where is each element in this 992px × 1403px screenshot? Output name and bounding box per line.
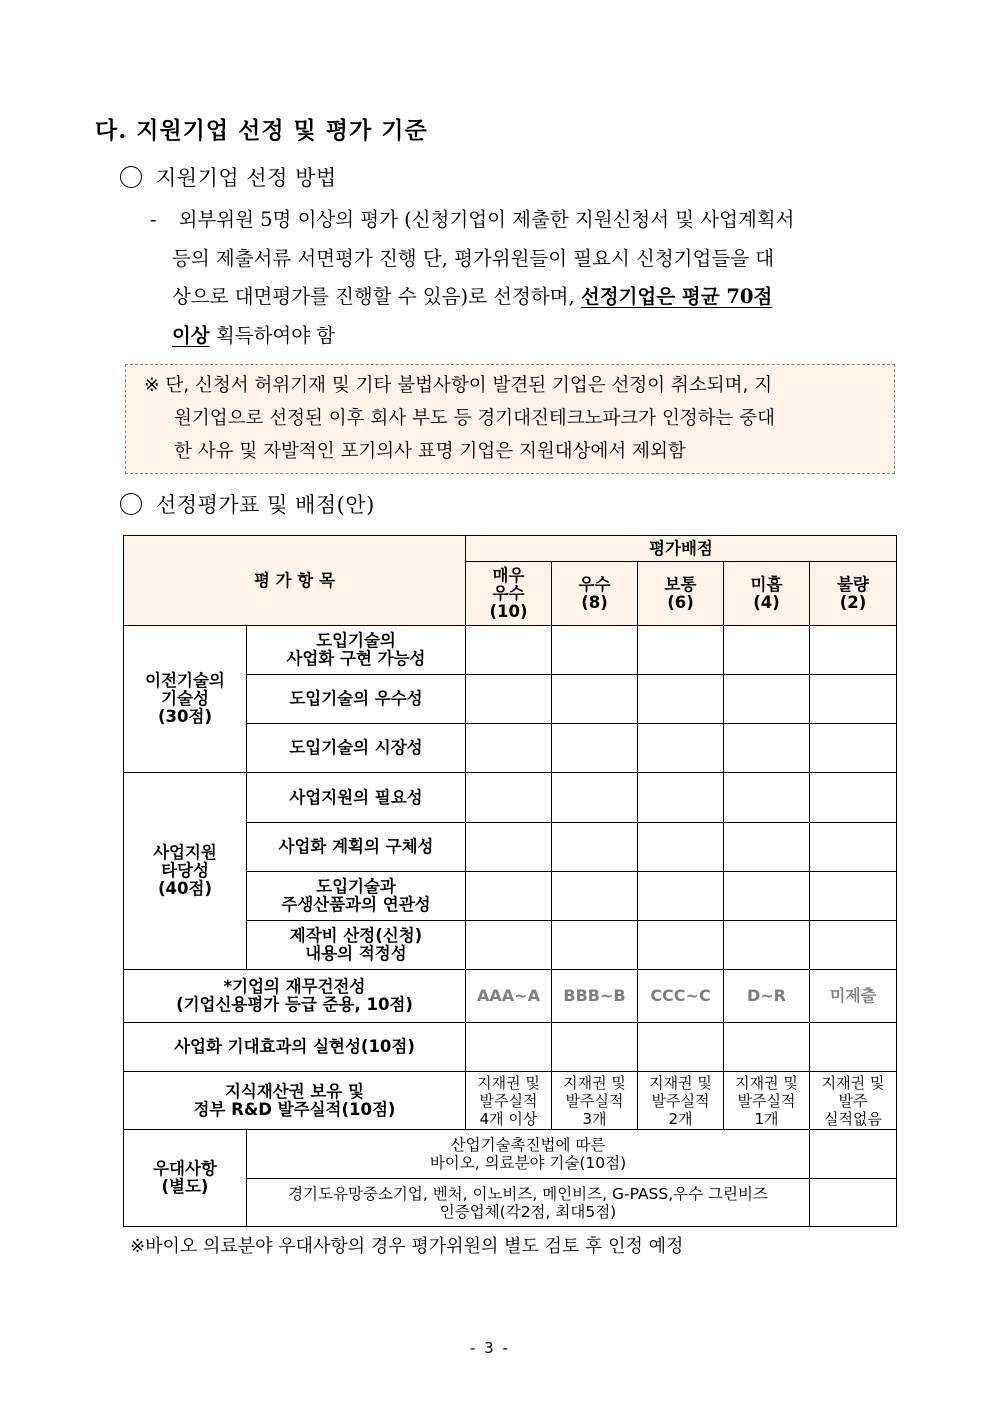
criterion-label: 도입기술의 우수성 bbox=[247, 675, 466, 724]
score-cell[interactable] bbox=[724, 773, 810, 823]
notice-box: ※ 단, 신청서 허위기재 및 기타 불법사항이 발견된 기업은 선정이 취소되며, 지 원기업으로 선정된 이후 회사 부도 등 경기대진테크노파크가 인정하는 중대 한 사유 및 자발적인 포기의사 표명 기업은 지원대상에서 제외함 bbox=[125, 364, 895, 474]
score-cell[interactable] bbox=[552, 773, 638, 823]
criterion-finance: *기업의 재무건전성 (기업신용평가 등급 준용, 10점) bbox=[124, 970, 466, 1023]
score-cell[interactable] bbox=[810, 1179, 897, 1227]
score-cell[interactable] bbox=[810, 823, 897, 872]
score-cell[interactable] bbox=[638, 724, 724, 773]
score-cell[interactable] bbox=[552, 675, 638, 724]
score-cell[interactable] bbox=[724, 921, 810, 970]
criterion-label: 사업화 계획의 구체성 bbox=[247, 823, 466, 872]
grade-header: 미흡 (4) bbox=[724, 562, 810, 626]
category-support: 사업지원 타당성 (40점) bbox=[124, 773, 247, 970]
score-cell[interactable] bbox=[552, 724, 638, 773]
score-cell[interactable] bbox=[724, 1023, 810, 1072]
score-cell[interactable] bbox=[638, 823, 724, 872]
subsection-title-selection: 지원기업 선정 방법 bbox=[120, 162, 337, 192]
category-preference: 우대사항 (별도) bbox=[124, 1130, 247, 1227]
score-cell[interactable] bbox=[638, 921, 724, 970]
score-cell[interactable] bbox=[810, 921, 897, 970]
emphasis-above: 이상 bbox=[172, 323, 210, 347]
ip-grade: 지재권 및 발주실적 4개 이상 bbox=[466, 1072, 552, 1130]
score-cell[interactable] bbox=[810, 773, 897, 823]
grade-header: 보통 (6) bbox=[638, 562, 724, 626]
criterion-label: 도입기술의 시장성 bbox=[247, 724, 466, 773]
score-cell[interactable] bbox=[724, 872, 810, 921]
header-evaluation-item: 평 가 항 목 bbox=[124, 536, 466, 626]
circle-bullet-icon bbox=[120, 493, 142, 515]
score-cell[interactable] bbox=[466, 626, 552, 675]
criterion-label: 사업지원의 필요성 bbox=[247, 773, 466, 823]
score-cell[interactable] bbox=[466, 724, 552, 773]
score-cell[interactable] bbox=[638, 1023, 724, 1072]
criterion-label: 도입기술과 주생산품과의 연관성 bbox=[247, 872, 466, 921]
criterion-label: 제작비 산정(신청) 내용의 적정성 bbox=[247, 921, 466, 970]
score-cell[interactable] bbox=[810, 724, 897, 773]
ip-grade: 지재권 및 발주 실적없음 bbox=[810, 1072, 897, 1130]
ip-grade: 지재권 및 발주실적 2개 bbox=[638, 1072, 724, 1130]
score-cell[interactable] bbox=[810, 872, 897, 921]
score-cell[interactable] bbox=[638, 626, 724, 675]
preference-bio: 산업기술촉진법에 따른 바이오, 의료분야 기술(10점) bbox=[247, 1130, 810, 1179]
score-cell[interactable] bbox=[724, 626, 810, 675]
footnote: ※바이오 의료분야 우대사항의 경우 평가위원의 별도 검토 후 인정 예정 bbox=[130, 1236, 684, 1257]
score-cell[interactable] bbox=[810, 1130, 897, 1179]
score-cell[interactable] bbox=[810, 675, 897, 724]
score-cell[interactable] bbox=[638, 773, 724, 823]
criterion-label: 도입기술의 사업화 구현 가능성 bbox=[247, 626, 466, 675]
score-cell[interactable] bbox=[724, 724, 810, 773]
ip-grade: 지재권 및 발주실적 1개 bbox=[724, 1072, 810, 1130]
finance-grade: BBB~B bbox=[552, 970, 638, 1023]
subsection-title-table: 선정평가표 및 배점(안) bbox=[120, 489, 375, 519]
score-cell[interactable] bbox=[552, 921, 638, 970]
evaluation-table bbox=[123, 535, 897, 1227]
finance-grade: CCC~C bbox=[638, 970, 724, 1023]
finance-grade: AAA~A bbox=[466, 970, 552, 1023]
emphasis-score: 선정기업은 평균 70점 bbox=[580, 285, 773, 308]
grade-header: 매우 우수 (10) bbox=[466, 562, 552, 626]
score-cell[interactable] bbox=[552, 626, 638, 675]
criterion-effect: 사업화 기대효과의 실현성(10점) bbox=[124, 1023, 466, 1072]
selection-method-paragraph: - 외부위원 5명 이상의 평가 (신청기업이 제출한 지원신청서 및 사업계획서 등의 제출서류 서면평가 진행 단, 평가위원들이 필요시 신청기업들을 대 상으로 대면평가를 진행할 수 있음)로 선정하며, 선정기업은 평균 70점 이상 획득하여야 함 bbox=[150, 208, 795, 347]
score-cell[interactable] bbox=[638, 872, 724, 921]
score-cell[interactable] bbox=[552, 1023, 638, 1072]
score-cell[interactable] bbox=[810, 1023, 897, 1072]
finance-grade: 미제출 bbox=[810, 970, 897, 1023]
score-cell[interactable] bbox=[466, 823, 552, 872]
score-cell[interactable] bbox=[638, 675, 724, 724]
preference-certified: 경기도유망중소기업, 벤처, 이노비즈, 메인비즈, G-PASS,우수 그린비즈 인증업체(각2점, 최대5점) bbox=[247, 1179, 810, 1227]
circle-bullet-icon bbox=[120, 166, 142, 188]
score-cell[interactable] bbox=[466, 675, 552, 724]
finance-grade: D~R bbox=[724, 970, 810, 1023]
score-cell[interactable] bbox=[466, 773, 552, 823]
category-tech: 이전기술의 기술성 (30점) bbox=[124, 626, 247, 773]
score-cell[interactable] bbox=[552, 823, 638, 872]
section-heading: 다. 지원기업 선정 및 평가 기준 bbox=[95, 117, 428, 144]
page-number: - 3 - bbox=[470, 1339, 510, 1357]
grade-header: 불량 (2) bbox=[810, 562, 897, 626]
score-cell[interactable] bbox=[552, 872, 638, 921]
score-cell[interactable] bbox=[466, 872, 552, 921]
score-cell[interactable] bbox=[466, 1023, 552, 1072]
header-score: 평가배점 bbox=[466, 536, 897, 562]
score-cell[interactable] bbox=[466, 921, 552, 970]
score-cell[interactable] bbox=[724, 675, 810, 724]
criterion-ip: 지식재산권 보유 및 정부 R&D 발주실적(10점) bbox=[124, 1072, 466, 1130]
score-cell[interactable] bbox=[724, 823, 810, 872]
grade-header: 우수 (8) bbox=[552, 562, 638, 626]
ip-grade: 지재권 및 발주실적 3개 bbox=[552, 1072, 638, 1130]
score-cell[interactable] bbox=[810, 626, 897, 675]
